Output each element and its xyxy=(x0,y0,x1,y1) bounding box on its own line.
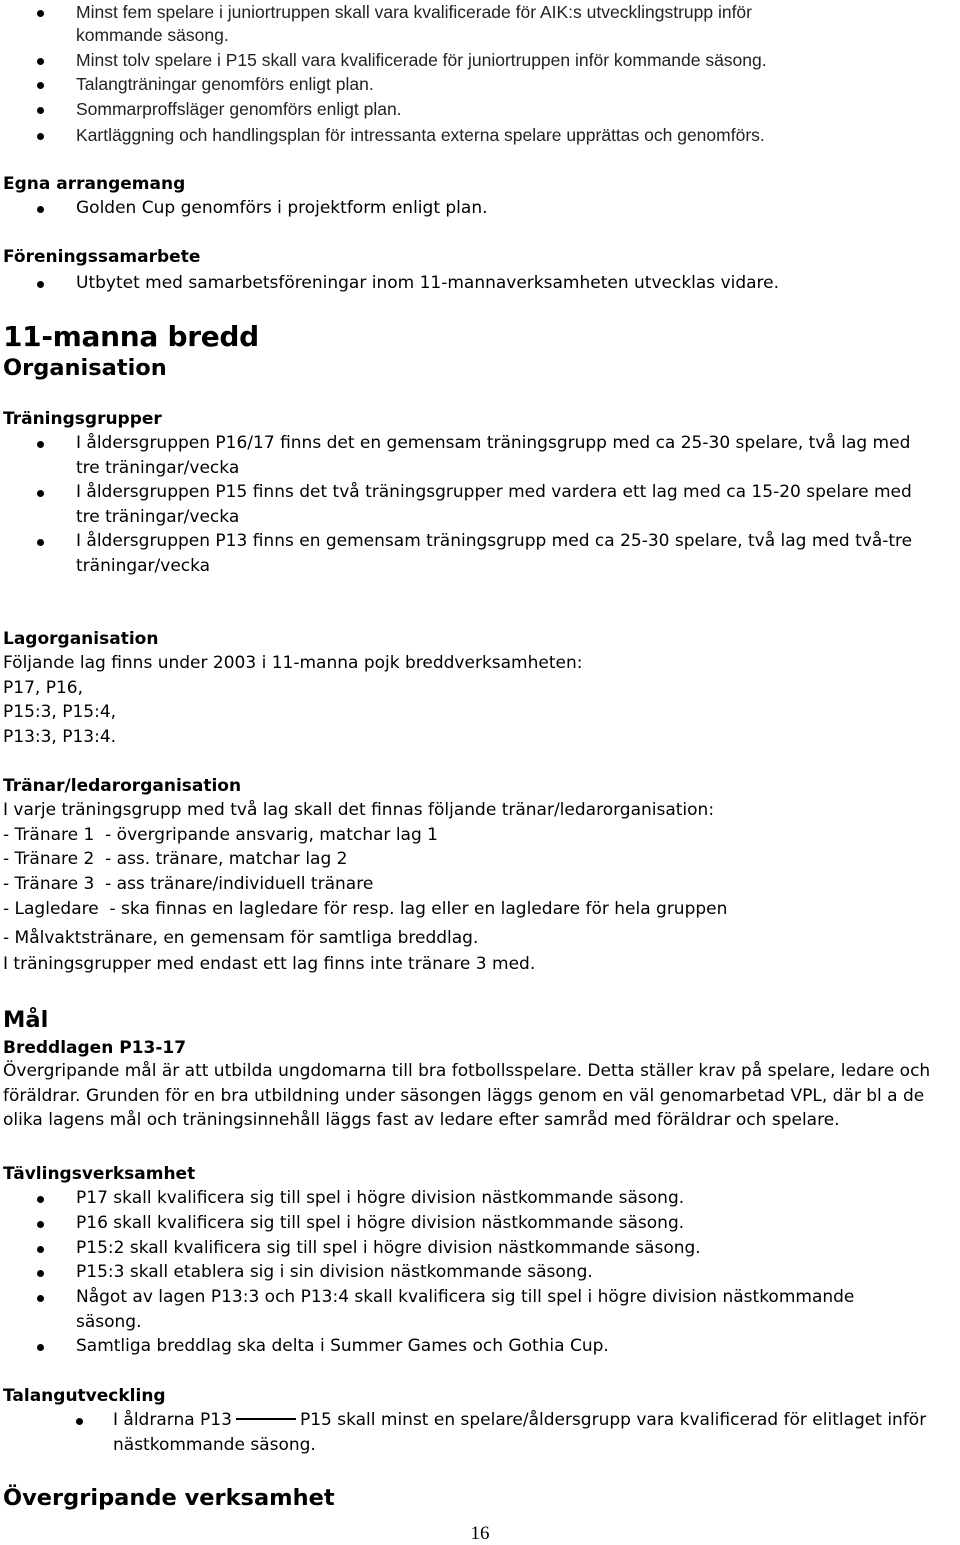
subheading-traningsgrupper: Träningsgrupper xyxy=(3,409,162,429)
paragraph-line: Följande lag finns under 2003 i 11-manna pojk breddverksamheten: xyxy=(3,653,583,673)
list-item: Minst fem spelare i juniortruppen skall vara kvalificerade för AIK:s utvecklingstrupp inför xyxy=(76,2,752,22)
bullet xyxy=(37,1246,44,1253)
list-item: Talangträningar genomförs enligt plan. xyxy=(76,74,374,94)
list-item-suffix: P15 skall minst en spelare/åldersgrupp vara kvalificerad för elitlaget inför xyxy=(299,1410,927,1430)
paragraph-line: P13:3, P13:4. xyxy=(3,727,117,747)
page-number: 16 xyxy=(470,1523,490,1544)
subheading-tranar: Tränar/ledarorganisation xyxy=(3,776,242,796)
paragraph-line: P17, P16, xyxy=(3,678,83,698)
bullet xyxy=(37,1270,44,1277)
section-title-organisation: Organisation xyxy=(3,355,167,381)
list-item-continuation: kommande säsong. xyxy=(76,25,229,45)
bullet xyxy=(37,1221,44,1228)
bullet xyxy=(37,539,44,546)
list-item: Minst tolv spelare i P15 skall vara kvalificerade för juniortruppen inför kommande säsong. xyxy=(76,50,767,70)
paragraph-line: - Tränare 3 - ass tränare/individuell tränare xyxy=(3,874,374,894)
list-item: Sommarproffsläger genomförs enligt plan. xyxy=(76,99,402,119)
list-item-continuation: säsong. xyxy=(76,1312,142,1332)
bullet xyxy=(37,206,44,213)
paragraph: Övergripande mål är att utbilda ungdomarna till bra fotbollsspelare. Detta ställer krav på spelare, ledare och föräldrar. Grunden för en bra utbildning under säsongen läggs genom en väl genomarbetad VPL, där bl a de olika lagens mål och träningsinnehåll läggs fast av ledare efter samråd med föräldrar och spelare. xyxy=(3,1061,931,1130)
list-item: Golden Cup genomförs i projektform enligt plan. xyxy=(76,198,488,218)
section-heading-forening: Föreningssamarbete xyxy=(3,247,201,267)
chapter-title: 11-manna bredd xyxy=(3,320,259,353)
bullet xyxy=(37,107,44,114)
bullet xyxy=(37,58,44,65)
subheading-talang: Talangutveckling xyxy=(3,1386,166,1406)
list-item: P17 skall kvalificera sig till spel i högre division nästkommande säsong. xyxy=(76,1188,685,1208)
list-item: Något av lagen P13:3 och P13:4 skall kvalificera sig till spel i högre division nästkommande xyxy=(76,1287,855,1307)
list-item: Samtliga breddlag ska delta i Summer Games och Gothia Cup. xyxy=(76,1336,609,1356)
bullet xyxy=(37,281,44,288)
list-item: P15:2 skall kvalificera sig till spel i högre division nästkommande säsong. xyxy=(76,1238,701,1258)
bullet xyxy=(37,490,44,497)
subheading-lagorganisation: Lagorganisation xyxy=(3,629,159,649)
bullet xyxy=(37,1196,44,1203)
paragraph-line: - Målvaktstränare, en gemensam för samtliga breddlag. xyxy=(3,928,479,948)
list-item: I åldersgruppen P13 finns en gemensam träningsgrupp med ca 25-30 spelare, två lag med två-tre xyxy=(76,531,913,551)
subheading-tavling: Tävlingsverksamhet xyxy=(3,1164,196,1184)
paragraph-line: P15:3, P15:4, xyxy=(3,702,117,722)
bullet xyxy=(37,1344,44,1351)
bullet xyxy=(37,441,44,448)
bullet xyxy=(76,1418,83,1425)
paragraph-line: I varje träningsgrupp med två lag skall det finnas följande tränar/ledarorganisation: xyxy=(3,800,715,820)
list-item: I åldersgruppen P16/17 finns det en gemensam träningsgrupp med ca 25-30 spelare, två lag med xyxy=(76,433,911,453)
section-title-mal: Mål xyxy=(3,1007,49,1033)
paragraph-line: - Tränare 1 - övergripande ansvarig, matchar lag 1 xyxy=(3,825,438,845)
bullet xyxy=(37,10,44,17)
list-item-continuation: tre träningar/vecka xyxy=(76,458,240,478)
list-item: Kartläggning och handlingsplan för intressanta externa spelare upprättas och genomförs. xyxy=(76,125,765,145)
paragraph-line: I träningsgrupper med endast ett lag finns inte tränare 3 med. xyxy=(3,954,536,974)
paragraph-line: - Tränare 2 - ass. tränare, matchar lag 2 xyxy=(3,849,348,869)
dash-line xyxy=(236,1418,296,1420)
list-item: Utbytet med samarbetsföreningar inom 11-mannaverksamheten utvecklas vidare. xyxy=(76,273,780,293)
section-heading-egna: Egna arrangemang xyxy=(3,174,186,194)
list-item-continuation: tre träningar/vecka xyxy=(76,507,240,527)
bullet xyxy=(37,1295,44,1302)
list-item: I åldersgruppen P15 finns det två träningsgrupper med vardera ett lag med ca 15-20 spelare med xyxy=(76,482,912,502)
section-title-overgripande: Övergripande verksamhet xyxy=(3,1485,335,1511)
list-item-continuation: träningar/vecka xyxy=(76,556,211,576)
list-item: P16 skall kvalificera sig till spel i högre division nästkommande säsong. xyxy=(76,1213,685,1233)
subheading-breddlagen: Breddlagen P13-17 xyxy=(3,1038,187,1058)
bullet xyxy=(37,133,44,140)
paragraph-line: - Lagledare - ska finnas en lagledare för resp. lag eller en lagledare för hela gruppen xyxy=(3,899,728,919)
list-item: P15:3 skall etablera sig i sin division nästkommande säsong. xyxy=(76,1262,593,1282)
list-item-prefix: I åldrarna P13 xyxy=(113,1410,232,1430)
bullet xyxy=(37,82,44,89)
list-item xyxy=(113,1408,926,1433)
list-item-continuation: nästkommande säsong. xyxy=(113,1435,316,1455)
